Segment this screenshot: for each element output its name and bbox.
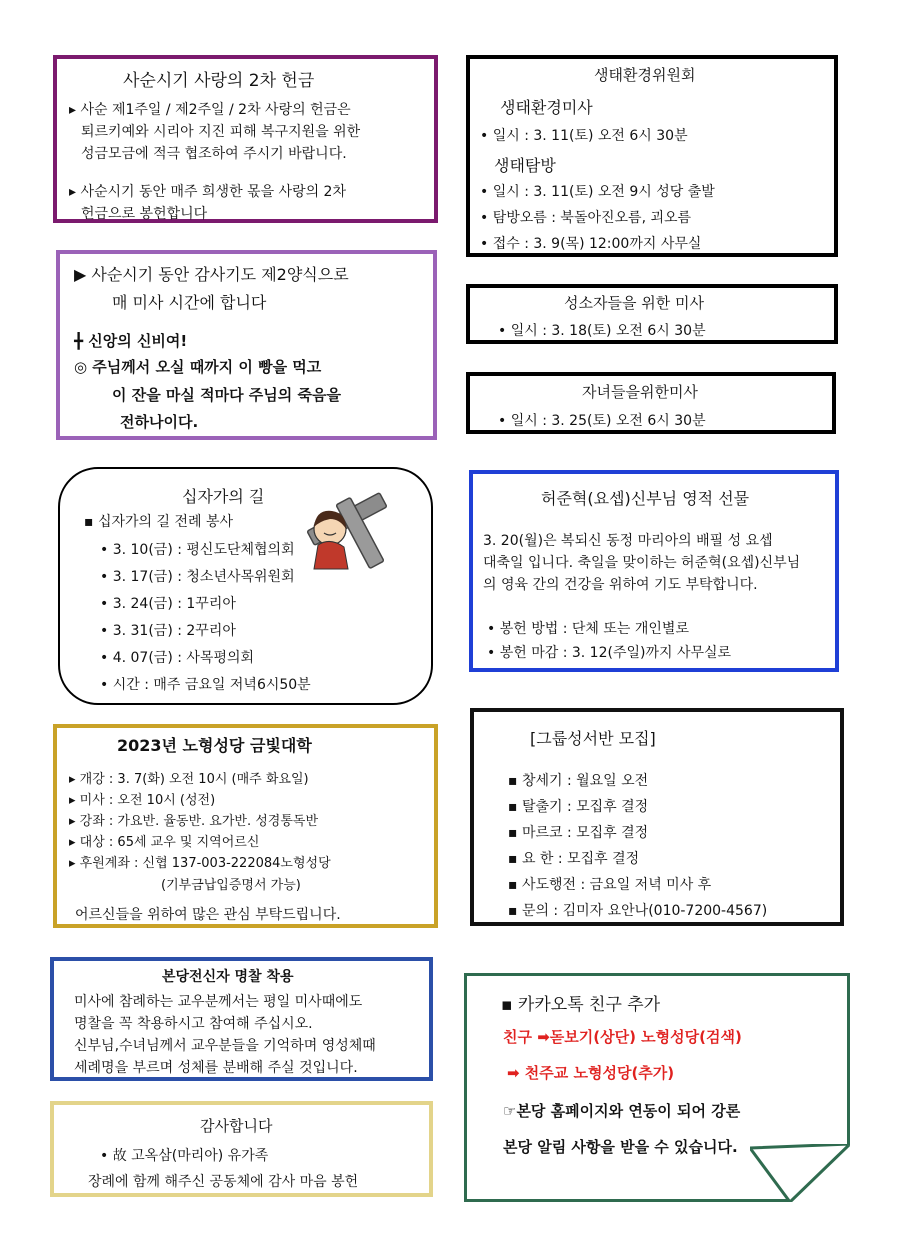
lent-p2-line2: 헌금으로 봉헌합니다 — [81, 206, 208, 222]
bible-item: ▪ 탈출기 : 모집후 결정 — [508, 799, 649, 815]
eco-tour-item: • 접수 : 3. 9(목) 12:00까지 사무실 — [480, 236, 702, 252]
stations-item: • 3. 24(금) : 1꾸리아 — [100, 596, 236, 612]
bible-group-box — [470, 708, 844, 926]
college-item: ▸ 개강 : 3. 7(화) 오전 10시 (매주 화요일) — [69, 772, 309, 787]
jesus-carrying-cross-icon — [300, 489, 392, 571]
stations-subtitle: ▪ 십자가의 길 전례 봉사 — [84, 514, 234, 530]
name-tag-box — [50, 957, 433, 1081]
stations-item: • 3. 10(금) : 평신도단체협의회 — [100, 542, 295, 558]
spiritual-gift-box — [469, 470, 839, 672]
prayer-line3: ╋ 신앙의 신비여! — [74, 332, 188, 350]
college-footer: 어르신들을 위하여 많은 관심 부탁드립니다. — [75, 907, 341, 923]
children-time: • 일시 : 3. 25(토) 오전 6시 30분 — [498, 413, 706, 429]
bible-item: ▪ 요 한 : 모집후 결정 — [508, 851, 640, 867]
bible-item: ▪ 사도행전 : 금요일 저녁 미사 후 — [508, 877, 712, 893]
thanks-line2: 장례에 함께 해주신 공동체에 감사 마음 봉헌 — [88, 1174, 359, 1190]
vocations-title: 성소자들을 위한 미사 — [564, 294, 704, 312]
lent-p2-line1: ▸ 사순시기 동안 매주 희생한 몫을 사랑의 2차 — [69, 184, 346, 200]
vocations-time: • 일시 : 3. 18(토) 오전 6시 30분 — [498, 323, 706, 339]
eco-committee-box — [466, 55, 838, 257]
golden-college-box — [53, 724, 438, 928]
gift-item: • 봉헌 방법 : 단체 또는 개인별로 — [487, 621, 689, 637]
eco-mass-time: • 일시 : 3. 11(토) 오전 6시 30분 — [480, 128, 688, 144]
prayer-line6: 전하나이다. — [120, 413, 199, 431]
stations-item: • 시간 : 매주 금요일 저녁6시50분 — [100, 677, 311, 693]
eco-tour-item: • 탐방오름 : 북돌아진오름, 괴오름 — [480, 210, 692, 226]
college-item: ▸ 강좌 : 가요반. 율동반. 요가반. 성경통독반 — [69, 814, 319, 829]
stations-item: • 4. 07(금) : 사목평의회 — [100, 650, 255, 666]
gift-title: 허준혁(요셉)신부님 영적 선물 — [541, 489, 750, 508]
lent-collection-box — [53, 55, 438, 223]
prayer-line2: 매 미사 시간에 합니다 — [112, 293, 267, 312]
kakao-title: ▪ 카카오톡 친구 추가 — [501, 995, 661, 1015]
bible-item: ▪ 마르코 : 모집후 결정 — [508, 825, 649, 841]
lent-title: 사순시기 사랑의 2차 헌금 — [123, 71, 315, 91]
stations-of-cross-box — [58, 467, 433, 705]
prayer-line4: ◎ 주님께서 오실 때까지 이 빵을 먹고 — [74, 358, 322, 376]
nametag-line: 명찰을 꼭 착용하시고 참여해 주십시오. — [74, 1016, 313, 1032]
thanks-title: 감사합니다 — [200, 1117, 273, 1135]
prayer-line5: 이 잔을 마실 적마다 주님의 죽음을 — [112, 386, 341, 404]
kakao-friend-box — [464, 973, 850, 1202]
eco-title: 생태환경위원회 — [594, 66, 696, 84]
children-title: 자녀들을위한미사 — [582, 383, 698, 401]
nametag-line: 신부님,수녀님께서 교우분들을 기억하며 영성체때 — [74, 1038, 376, 1054]
kakao-line4: 본당 알림 사항을 받을 수 있습니다. — [503, 1138, 738, 1156]
lent-p1-line3: 성금모금에 적극 협조하여 주시기 바랍니다. — [81, 146, 347, 162]
college-item: ▸ 후원계좌 : 신협 137-003-222084노형성당 — [69, 856, 331, 871]
stations-item: • 3. 17(금) : 청소년사목위원회 — [100, 569, 295, 585]
college-note: (기부금납입증명서 가능) — [161, 878, 301, 893]
stations-title: 십자가의 길 — [182, 487, 265, 506]
thanks-line1: • 故 고옥삼(마리아) 유가족 — [100, 1148, 269, 1164]
lent-p1-line1: ▸ 사순 제1주일 / 제2주일 / 2차 사랑의 헌금은 — [69, 102, 351, 118]
college-title: 2023년 노형성당 금빛대학 — [117, 736, 312, 755]
kakao-line3: ☞본당 홈페이지와 연동이 되어 강론 — [503, 1102, 741, 1120]
gift-body-line: 의 영육 간의 건강을 위하여 기도 부탁합니다. — [483, 577, 758, 593]
bible-item: ▪ 문의 : 김미자 요안나(010-7200-4567) — [508, 903, 768, 919]
nametag-line: 세례명을 부르며 성체를 분배해 주실 것입니다. — [74, 1060, 358, 1076]
gift-body-line: 대축일 입니다. 축일을 맞이하는 허준혁(요셉)신부님 — [483, 555, 801, 571]
stations-item: • 3. 31(금) : 2꾸리아 — [100, 623, 236, 639]
eco-tour-heading: 생태탐방 — [494, 156, 556, 175]
nametag-title: 본당전신자 명찰 착용 — [162, 969, 294, 985]
prayer-line1: ▶ 사순시기 동안 감사기도 제2양식으로 — [74, 265, 349, 284]
eco-tour-item: • 일시 : 3. 11(토) 오전 9시 성당 출발 — [480, 184, 715, 200]
eucharistic-prayer-box — [56, 250, 437, 440]
kakao-line1: 친구 ➡돋보기(상단) 노형성당(검색) — [503, 1028, 742, 1046]
thanks-box — [50, 1101, 433, 1197]
nametag-line: 미사에 참례하는 교우분께서는 평일 미사때에도 — [74, 994, 363, 1010]
college-item: ▸ 대상 : 65세 교우 및 지역어르신 — [69, 835, 260, 850]
gift-body-line: 3. 20(월)은 복되신 동정 마리아의 배필 성 요셉 — [483, 533, 773, 549]
bible-item: ▪ 창세기 : 월요일 오전 — [508, 773, 649, 789]
vocations-mass-box — [466, 284, 838, 344]
eco-mass-heading: 생태환경미사 — [500, 98, 593, 117]
children-mass-box — [466, 372, 836, 434]
college-item: ▸ 미사 : 오전 10시 (성전) — [69, 793, 216, 808]
kakao-line2: ➡ 천주교 노형성당(추가) — [507, 1064, 675, 1082]
bible-title: [그룹성서반 모집] — [530, 729, 656, 748]
lent-p1-line2: 퇴르키예와 시리아 지진 피해 복구지원을 위한 — [81, 124, 361, 140]
gift-item: • 봉헌 마감 : 3. 12(주일)까지 사무실로 — [487, 645, 732, 661]
folded-corner-icon — [750, 1144, 850, 1202]
